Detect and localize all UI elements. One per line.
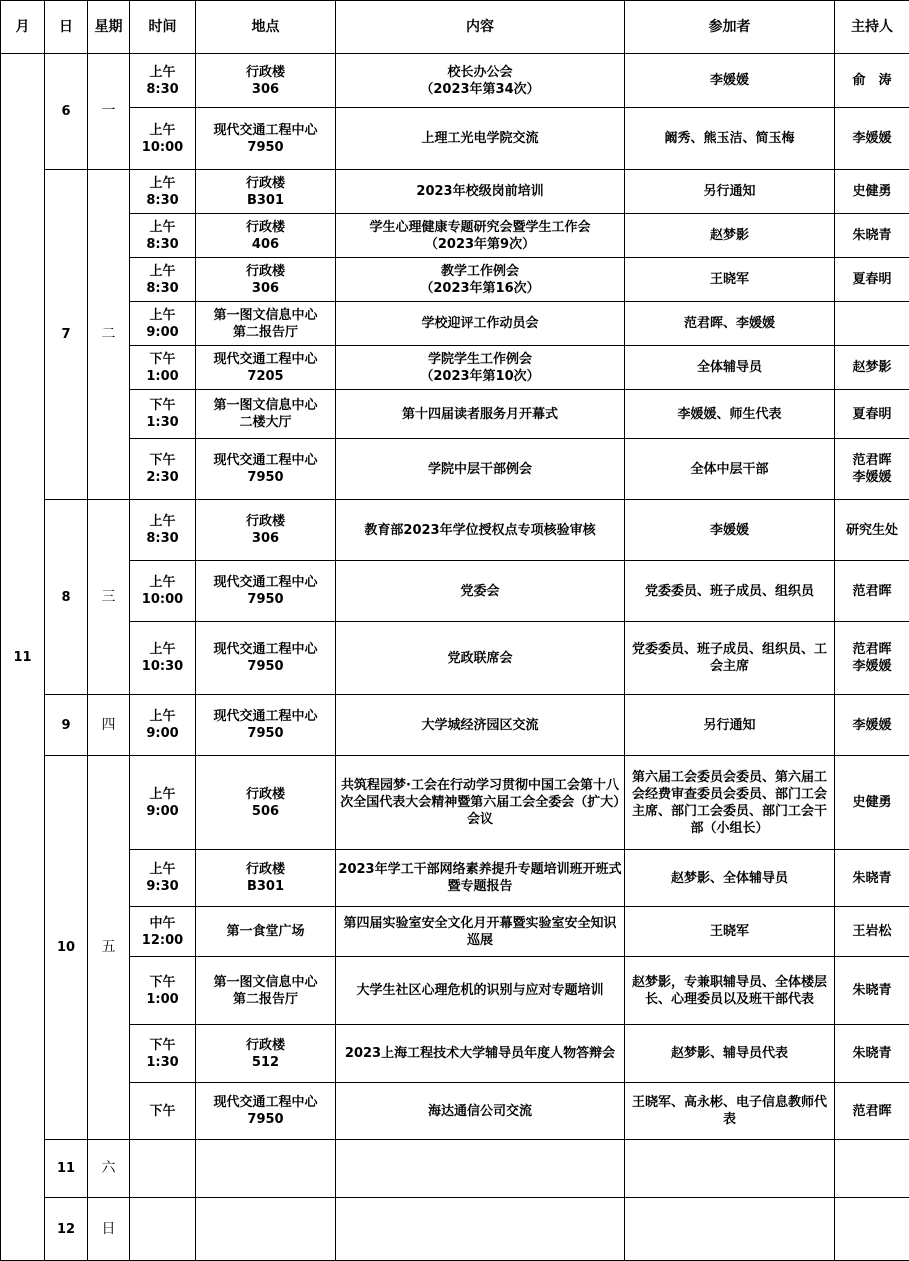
host-cell: 朱晓青 bbox=[835, 957, 909, 1025]
place-cell: 现代交通工程中心 7205 bbox=[196, 346, 336, 390]
time-cell: 下午 1:00 bbox=[130, 346, 196, 390]
time-cell: 下午 1:30 bbox=[130, 1025, 196, 1083]
schedule-row bbox=[1, 439, 909, 500]
time-cell: 下午 bbox=[130, 1083, 196, 1140]
place-cell: 第一图文信息中心 第二报告厅 bbox=[196, 957, 336, 1025]
place-cell: 行政楼 306 bbox=[196, 258, 336, 302]
participants-cell: 党委委员、班子成员、组织员 bbox=[625, 561, 835, 622]
weekday-cell: 三 bbox=[88, 500, 130, 695]
header-time: 时间 bbox=[130, 1, 196, 54]
participants-cell: 赵梦影 bbox=[625, 214, 835, 258]
content-cell: 大学城经济园区交流 bbox=[336, 695, 625, 756]
content-cell: 2023上海工程技术大学辅导员年度人物答辩会 bbox=[336, 1025, 625, 1083]
content-cell: 党政联席会 bbox=[336, 622, 625, 695]
content-cell: 大学生社区心理危机的识别与应对专题培训 bbox=[336, 957, 625, 1025]
day-cell: 8 bbox=[45, 500, 88, 695]
place-cell: 现代交通工程中心 7950 bbox=[196, 1083, 336, 1140]
time-cell: 上午 9:00 bbox=[130, 302, 196, 346]
place-cell: 行政楼 406 bbox=[196, 214, 336, 258]
participants-cell: 赵梦影、辅导员代表 bbox=[625, 1025, 835, 1083]
schedule-row bbox=[1, 756, 909, 850]
weekday-cell: 一 bbox=[88, 54, 130, 170]
schedule-row bbox=[1, 907, 909, 957]
day-cell: 6 bbox=[45, 54, 88, 170]
weekday-cell: 四 bbox=[88, 695, 130, 756]
participants-cell: 另行通知 bbox=[625, 170, 835, 214]
place-cell: 现代交通工程中心 7950 bbox=[196, 622, 336, 695]
schedule-row bbox=[1, 108, 909, 170]
content-cell: 党委会 bbox=[336, 561, 625, 622]
time-cell: 上午 8:30 bbox=[130, 500, 196, 561]
time-cell bbox=[130, 1140, 196, 1198]
host-cell: 研究生处 bbox=[835, 500, 909, 561]
host-cell: 史健勇 bbox=[835, 756, 909, 850]
schedule-row bbox=[1, 54, 909, 108]
time-cell: 上午 10:00 bbox=[130, 108, 196, 170]
day-cell: 7 bbox=[45, 170, 88, 500]
content-cell: 学校迎评工作动员会 bbox=[336, 302, 625, 346]
host-cell: 夏春明 bbox=[835, 258, 909, 302]
place-cell: 第一图文信息中心 第二报告厅 bbox=[196, 302, 336, 346]
time-cell: 上午 9:00 bbox=[130, 695, 196, 756]
schedule-row bbox=[1, 390, 909, 439]
weekday-cell: 五 bbox=[88, 756, 130, 1140]
schedule-row bbox=[1, 258, 909, 302]
schedule-row bbox=[1, 500, 909, 561]
host-cell: 李媛媛 bbox=[835, 695, 909, 756]
place-cell: 现代交通工程中心 7950 bbox=[196, 561, 336, 622]
participants-cell: 另行通知 bbox=[625, 695, 835, 756]
host-cell: 史健勇 bbox=[835, 170, 909, 214]
host-cell: 夏春明 bbox=[835, 390, 909, 439]
participants-cell: 全体辅导员 bbox=[625, 346, 835, 390]
place-cell: 行政楼 B301 bbox=[196, 850, 336, 907]
place-cell bbox=[196, 1198, 336, 1261]
participants-cell: 范君晖、李媛媛 bbox=[625, 302, 835, 346]
content-cell: 2023年学工干部网络素养提升专题培训班开班式暨专题报告 bbox=[336, 850, 625, 907]
host-cell: 朱晓青 bbox=[835, 850, 909, 907]
schedule-row bbox=[1, 302, 909, 346]
time-cell: 上午 8:30 bbox=[130, 54, 196, 108]
participants-cell: 赵梦影、全体辅导员 bbox=[625, 850, 835, 907]
content-cell: 教育部2023年学位授权点专项核验审核 bbox=[336, 500, 625, 561]
day-cell: 10 bbox=[45, 756, 88, 1140]
place-cell: 行政楼 306 bbox=[196, 54, 336, 108]
participants-cell: 第六届工会委员会委员、第六届工会经费审查委员会委员、部门工会主席、部门工会委员、部门工会干部（小组长） bbox=[625, 756, 835, 850]
weekday-cell: 二 bbox=[88, 170, 130, 500]
participants-cell: 阚秀、熊玉洁、简玉梅 bbox=[625, 108, 835, 170]
participants-cell: 赵梦影，专兼职辅导员、全体楼层长、心理委员以及班干部代表 bbox=[625, 957, 835, 1025]
participants-cell: 王晓军、高永彬、电子信息教师代表 bbox=[625, 1083, 835, 1140]
participants-cell bbox=[625, 1140, 835, 1198]
schedule-row bbox=[1, 561, 909, 622]
schedule-row bbox=[1, 1083, 909, 1140]
schedule-row bbox=[1, 170, 909, 214]
place-cell: 现代交通工程中心 7950 bbox=[196, 108, 336, 170]
schedule-row bbox=[1, 346, 909, 390]
place-cell: 行政楼 512 bbox=[196, 1025, 336, 1083]
header-weekday: 星期 bbox=[88, 1, 130, 54]
content-cell: 学生心理健康专题研究会暨学生工作会 （2023年第9次） bbox=[336, 214, 625, 258]
host-cell: 范君晖 李媛媛 bbox=[835, 439, 909, 500]
participants-cell: 王晓军 bbox=[625, 258, 835, 302]
time-cell: 上午 10:30 bbox=[130, 622, 196, 695]
content-cell: 校长办公会 （2023年第34次） bbox=[336, 54, 625, 108]
host-cell: 俞 涛 bbox=[835, 54, 909, 108]
content-cell: 2023年校级岗前培训 bbox=[336, 170, 625, 214]
schedule-row bbox=[1, 214, 909, 258]
place-cell bbox=[196, 1140, 336, 1198]
participants-cell: 李媛媛 bbox=[625, 54, 835, 108]
schedule-row bbox=[1, 1025, 909, 1083]
place-cell: 现代交通工程中心 7950 bbox=[196, 695, 336, 756]
time-cell: 下午 1:00 bbox=[130, 957, 196, 1025]
time-cell: 上午 8:30 bbox=[130, 170, 196, 214]
content-cell: 学院学生工作例会 （2023年第10次） bbox=[336, 346, 625, 390]
participants-cell bbox=[625, 1198, 835, 1261]
day-cell: 9 bbox=[45, 695, 88, 756]
place-cell: 行政楼 B301 bbox=[196, 170, 336, 214]
day-cell: 12 bbox=[45, 1198, 88, 1261]
host-cell: 范君晖 李媛媛 bbox=[835, 622, 909, 695]
weekday-cell: 日 bbox=[88, 1198, 130, 1261]
content-cell: 第四届实验室安全文化月开幕暨实验室安全知识巡展 bbox=[336, 907, 625, 957]
participants-cell: 党委委员、班子成员、组织员、工会主席 bbox=[625, 622, 835, 695]
time-cell: 上午 9:00 bbox=[130, 756, 196, 850]
host-cell bbox=[835, 1140, 909, 1198]
schedule-row bbox=[1, 850, 909, 907]
content-cell bbox=[336, 1198, 625, 1261]
place-cell: 行政楼 306 bbox=[196, 500, 336, 561]
host-cell: 范君晖 bbox=[835, 1083, 909, 1140]
host-cell bbox=[835, 302, 909, 346]
month-cell: 11 bbox=[1, 54, 45, 1261]
day-cell: 11 bbox=[45, 1140, 88, 1198]
content-cell: 上理工光电学院交流 bbox=[336, 108, 625, 170]
host-cell: 李媛媛 bbox=[835, 108, 909, 170]
content-cell: 共筑程园梦·工会在行动学习贯彻中国工会第十八次全国代表大会精神暨第六届工会全委会（扩大）会议 bbox=[336, 756, 625, 850]
time-cell: 上午 10:00 bbox=[130, 561, 196, 622]
schedule-row bbox=[1, 957, 909, 1025]
time-cell bbox=[130, 1198, 196, 1261]
participants-cell: 李媛媛 bbox=[625, 500, 835, 561]
schedule-row bbox=[1, 1140, 909, 1198]
content-cell: 教学工作例会 （2023年第16次） bbox=[336, 258, 625, 302]
time-cell: 中午 12:00 bbox=[130, 907, 196, 957]
schedule-row bbox=[1, 695, 909, 756]
participants-cell: 李媛媛、师生代表 bbox=[625, 390, 835, 439]
header-row bbox=[1, 1, 909, 54]
place-cell: 第一食堂广场 bbox=[196, 907, 336, 957]
header-host: 主持人 bbox=[835, 1, 909, 54]
content-cell: 学院中层干部例会 bbox=[336, 439, 625, 500]
header-participants: 参加者 bbox=[625, 1, 835, 54]
time-cell: 上午 9:30 bbox=[130, 850, 196, 907]
header-day: 日 bbox=[45, 1, 88, 54]
place-cell: 现代交通工程中心 7950 bbox=[196, 439, 336, 500]
host-cell: 范君晖 bbox=[835, 561, 909, 622]
time-cell: 下午 2:30 bbox=[130, 439, 196, 500]
content-cell: 海达通信公司交流 bbox=[336, 1083, 625, 1140]
header-place: 地点 bbox=[196, 1, 336, 54]
host-cell: 朱晓青 bbox=[835, 214, 909, 258]
time-cell: 上午 8:30 bbox=[130, 214, 196, 258]
place-cell: 行政楼 506 bbox=[196, 756, 336, 850]
header-content: 内容 bbox=[336, 1, 625, 54]
participants-cell: 王晓军 bbox=[625, 907, 835, 957]
host-cell: 赵梦影 bbox=[835, 346, 909, 390]
place-cell: 第一图文信息中心 二楼大厅 bbox=[196, 390, 336, 439]
content-cell: 第十四届读者服务月开幕式 bbox=[336, 390, 625, 439]
schedule-row bbox=[1, 622, 909, 695]
host-cell bbox=[835, 1198, 909, 1261]
host-cell: 朱晓青 bbox=[835, 1025, 909, 1083]
content-cell bbox=[336, 1140, 625, 1198]
schedule-row bbox=[1, 1198, 909, 1261]
weekday-cell: 六 bbox=[88, 1140, 130, 1198]
time-cell: 下午 1:30 bbox=[130, 390, 196, 439]
time-cell: 上午 8:30 bbox=[130, 258, 196, 302]
participants-cell: 全体中层干部 bbox=[625, 439, 835, 500]
header-month: 月 bbox=[1, 1, 45, 54]
host-cell: 王岩松 bbox=[835, 907, 909, 957]
